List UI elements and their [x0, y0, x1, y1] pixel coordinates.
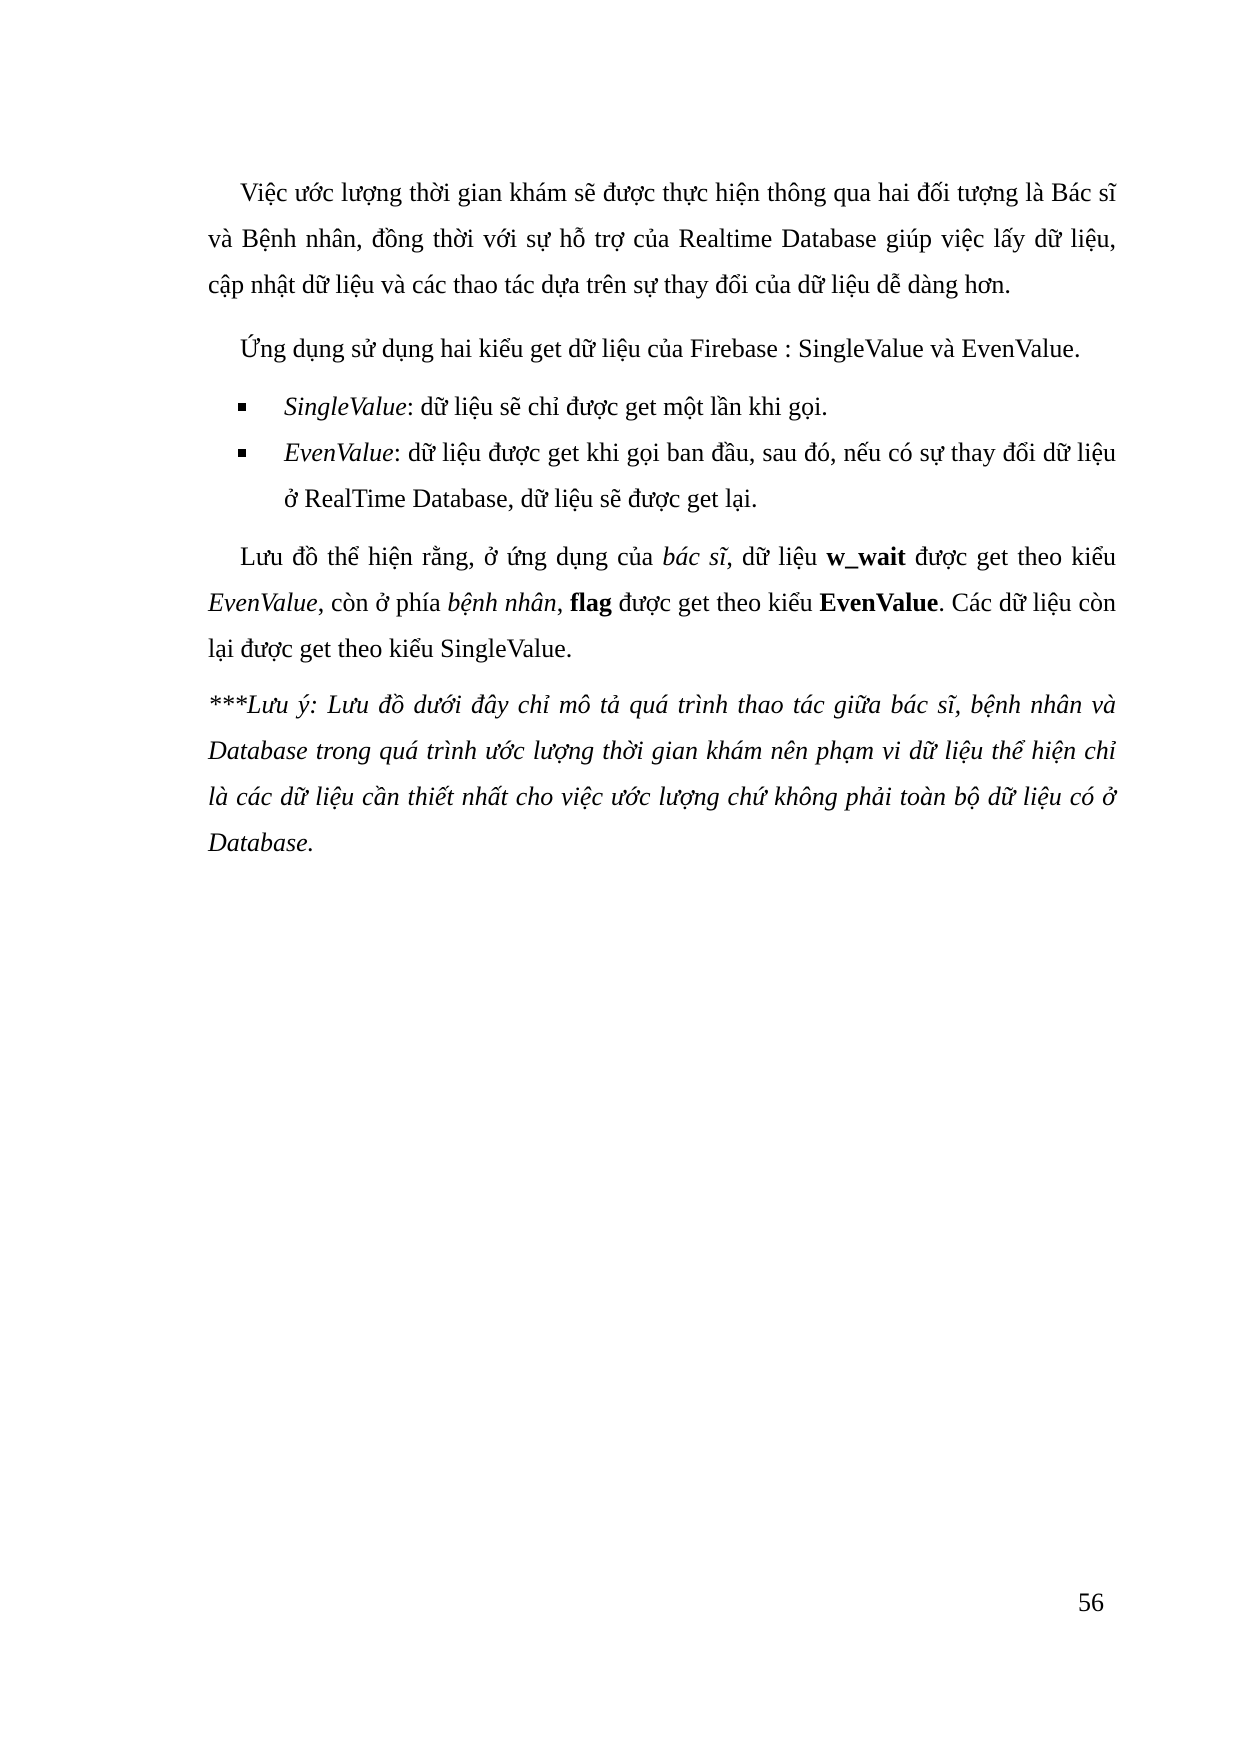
square-bullet-icon [238, 403, 246, 411]
firebase-get-types-paragraph: Ứng dụng sử dụng hai kiểu get dữ liệu của Firebase : SingleValue và EvenValue. [240, 334, 1081, 363]
text-span: . Các dữ liệu còn lại được get theo kiểu SingleValue. [208, 588, 1116, 663]
bold-term: flag [569, 588, 612, 617]
get-types-list [208, 384, 1116, 522]
page-number: 56 [1078, 1588, 1104, 1617]
text-span: được get theo kiểu [611, 588, 820, 617]
note-paragraph: ***Lưu ý: Lưu đồ dưới đây chỉ mô tả quá trình thao tác giữa bác sĩ, bệnh nhân và Database trong quá trình ước lượng thời gian khám nên phạm vi dữ liệu thể hiện chỉ là các dữ liệu cần thiết nhất cho việc ước lượng chứ không phải toàn bộ dữ liệu có ở Database. [208, 690, 1116, 857]
bold-term: w_wait [826, 542, 906, 571]
list-item [284, 384, 1116, 430]
bullet-text: : dữ liệu được get khi gọi ban đầu, sau đó, nếu có sự thay đổi dữ liệu ở RealTime Database, dữ liệu sẽ được get lại. [284, 438, 1116, 513]
intro-paragraph: Việc ước lượng thời gian khám sẽ được thực hiện thông qua hai đối tượng là Bác sĩ và Bệnh nhân, đồng thời với sự hỗ trợ của Realtime Database giúp việc lấy dữ liệu, cập nhật dữ liệu và các thao tác dựa trên sự thay đổi của dữ liệu dễ dàng hơn. [208, 178, 1116, 299]
square-bullet-icon [238, 449, 246, 457]
italic-term: bệnh nhân [447, 588, 557, 617]
italic-term: EvenValue [208, 588, 318, 617]
text-span: , [556, 588, 570, 617]
list-item [284, 430, 1116, 522]
text-span: , còn ở phía [317, 588, 448, 617]
bullet-term: SingleValue [284, 392, 407, 421]
text-span: được get theo kiểu [905, 542, 1116, 571]
text-span: Lưu đồ thể hiện rằng, ở ứng dụng của [240, 542, 663, 571]
bullet-text: : dữ liệu sẽ chỉ được get một lần khi gọi. [406, 392, 828, 421]
italic-term: bác sĩ [662, 542, 727, 571]
text-span: , dữ liệu [726, 542, 827, 571]
bullet-term: EvenValue [284, 438, 394, 467]
bold-term: EvenValue [819, 588, 939, 617]
flowchart-explanation-paragraph [208, 534, 1116, 672]
page-body [208, 170, 1116, 866]
